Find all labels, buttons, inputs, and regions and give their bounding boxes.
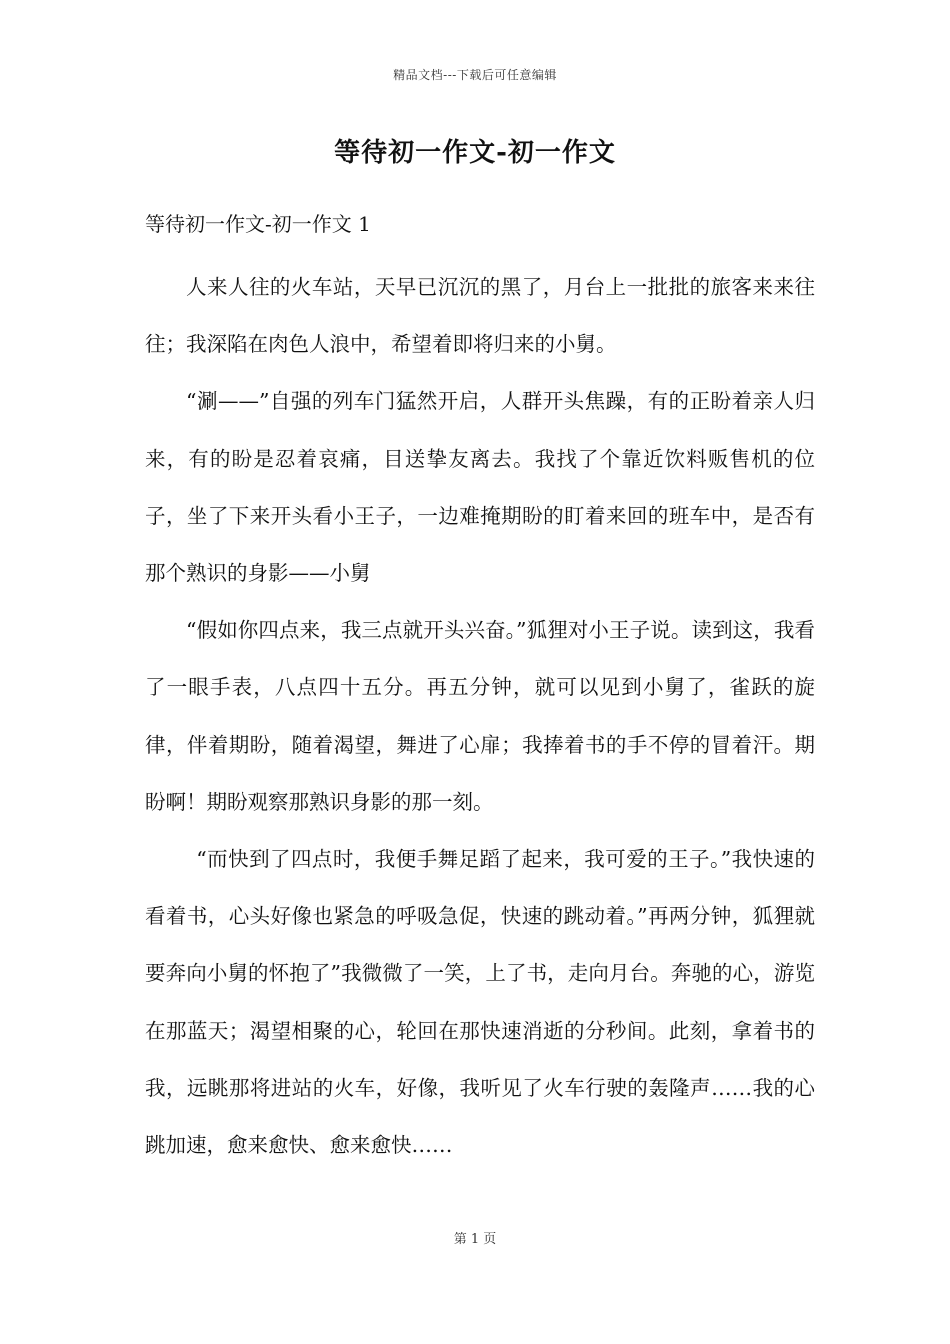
page-header: 精品文档---下载后可任意编辑: [393, 68, 557, 82]
document-title: 等待初一作文-初一作文: [334, 138, 616, 168]
paragraph: “假如你四点来，我三点就开头兴奋。”狐狸对小王子说。读到这，我看了一眼手表，八点四十五分。再五分钟，就可以见到小舅了，雀跃的旋律，伴着期盼，随着渴望，舞进了心扉；我捧着书的手不停的冒着汗。期盼啊！期盼观察那熟识身影的那一刻。: [145, 618, 815, 814]
document-body: [145, 259, 815, 1174]
section-heading: 等待初一作文-初一作文 1: [145, 212, 371, 236]
paragraph: “而快到了四点时，我便手舞足蹈了起来，我可爱的王子。”我快速的看着书，心头好像也紧急的呼吸急促，快速的跳动着。”再两分钟，狐狸就要奔向小舅的怀抱了”我微微了一笑，上了书，走向月台。奔驰的心，游览在那蓝天；渴望相聚的心，轮回在那快速消逝的分秒间。此刻，拿着书的我，远眺那将进站的火车，好像，我听见了火车行驶的轰隆声……我的心跳加速，愈来愈快、愈来愈快……: [145, 847, 815, 1158]
paragraph: 人来人往的火车站，天早已沉沉的黑了，月台上一批批的旅客来来往往；我深陷在肉色人浪中，希望着即将归来的小舅。: [145, 275, 815, 357]
paragraph: “涮——”自强的列车门猛然开启，人群开头焦躁，有的正盼着亲人归来，有的盼是忍着哀痛，目送挚友离去。我找了个靠近饮料贩售机的位子，坐了下来开头看小王子，一边难掩期盼的盯着来回的班车中，是否有那个熟识的身影——小舅: [145, 389, 815, 586]
page-number: 第 1 页: [453, 1232, 497, 1247]
